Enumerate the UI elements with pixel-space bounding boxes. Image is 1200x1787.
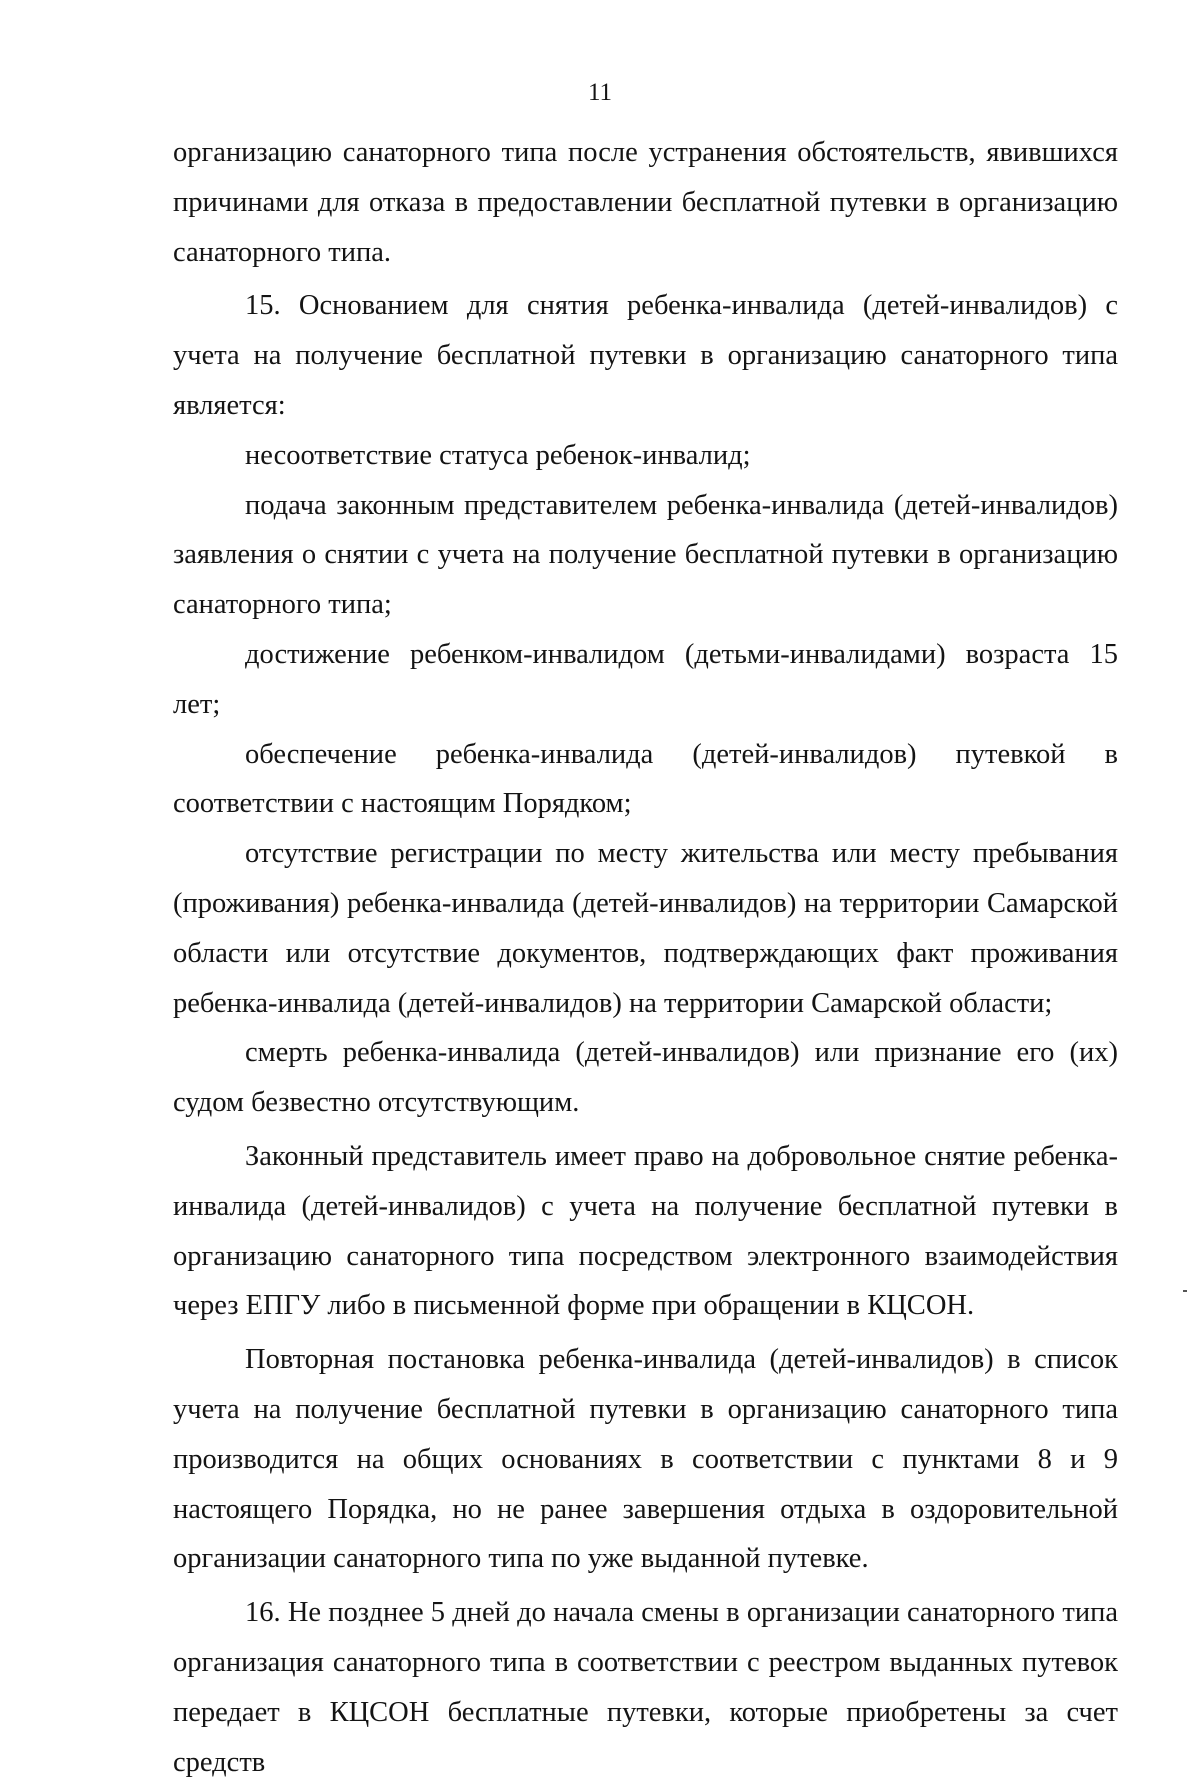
document-body — [173, 128, 1118, 1787]
paragraph-item-16: 16. Не позднее 5 дней до начала смены в организации санаторного типа организация санаторного типа в соответствии с реестром выданных путевок передает в КЦСОН бесплатные путевки, которые приобретены за счет средств — [173, 1597, 1118, 1778]
paragraph-ground-death: смерть ребенка-инвалида (детей-инвалидов) или признание его (их) судом безвестно отсутствующим. — [173, 1037, 1118, 1119]
paragraph-ground-application: подача законным представителем ребенка-инвалида (детей-инвалидов) заявления о снятии с учета на получение бесплатной путевки в организацию санаторного типа; — [173, 489, 1118, 621]
scan-mark — [1183, 1290, 1187, 1292]
paragraph-re-registration: Повторная постановка ребенка-инвалида (детей-инвалидов) в список учета на получение бесплатной путевки в организацию санаторного типа производится на общих основаниях в соответствии с пунктами 8 и 9 настоящего Порядка, но не ранее завершения отдыха в оздоровительной организации санаторного типа по уже выданной путевке. — [173, 1344, 1118, 1575]
page-number: 11 — [587, 79, 613, 106]
paragraph-ground-age: достижение ребенком-инвалидом (детьми-инвалидами) возраста 15 лет; — [173, 638, 1118, 720]
paragraph-continuation: организацию санаторного типа после устранения обстоятельств, явившихся причинами для отказа в предоставлении бесплатной путевки в организацию санаторного типа. — [173, 137, 1118, 268]
paragraph-ground-status: несоответствие статуса ребенок-инвалид; — [245, 439, 751, 471]
paragraph-voluntary-removal: Законный представитель имеет право на добровольное снятие ребенка-инвалида (детей-инвалидов) с учета на получение бесплатной путевки в организацию санаторного типа посредством электронного взаимодействия через ЕПГУ либо в письменной форме при обращении в КЦСОН. — [173, 1140, 1118, 1322]
paragraph-ground-registration: отсутствие регистрации по месту жительства или месту пребывания (проживания) ребенка-инвалида (детей-инвалидов) на территории Самарской области или отсутствие документов, подтверждающих факт проживания ребенка-инвалида (детей-инвалидов) на территории Самарской области; — [173, 838, 1118, 1019]
paragraph-item-15: 15. Основанием для снятия ребенка-инвалида (детей-инвалидов) с учета на получение бесплатной путевки в организацию санаторного типа является: — [173, 290, 1118, 421]
paragraph-ground-provided: обеспечение ребенка-инвалида (детей-инвалидов) путевкой в соответствии с настоящим Порядком; — [173, 738, 1118, 820]
